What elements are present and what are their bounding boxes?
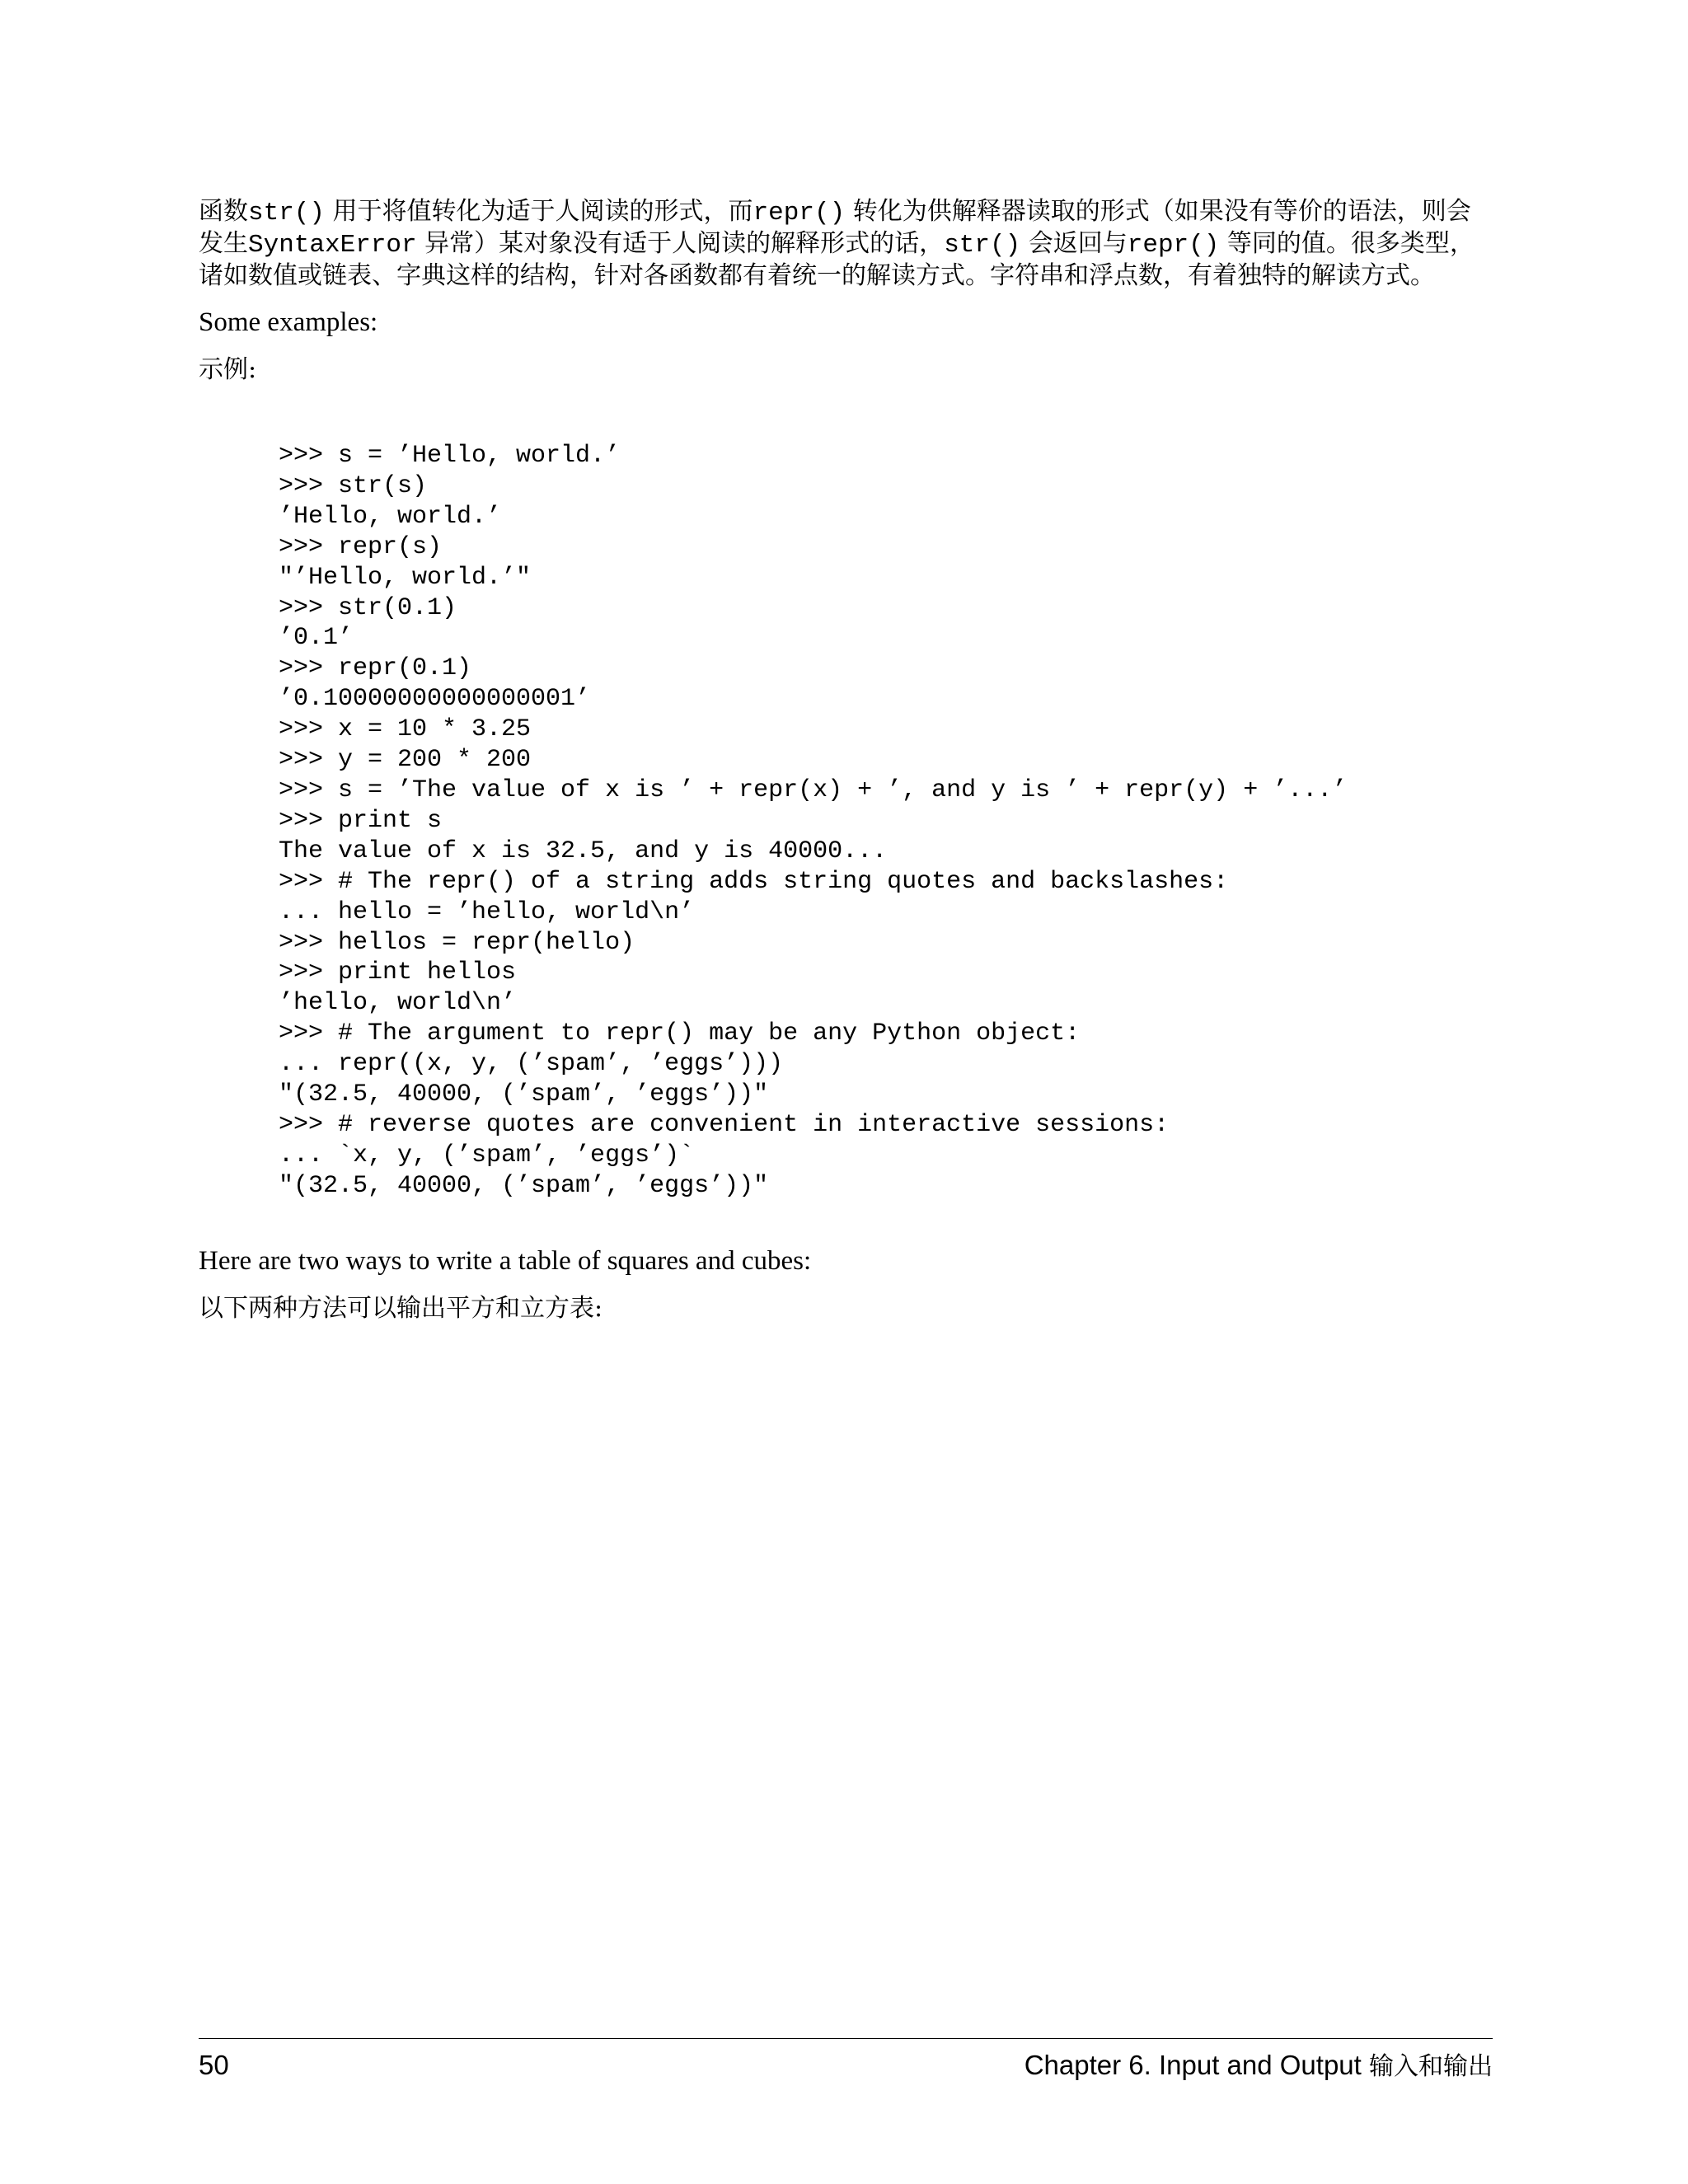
chapter-title-zh: 输入和输出: [1369, 2052, 1493, 2081]
code-str: str(): [248, 199, 326, 227]
code-example-block: >>> s = ’Hello, world.’ >>> str(s) ’Hello, world.’ >>> repr(s) "’Hello, world.’" >>> str(0.1) ’0.1’ >>> repr(0.1) ’0.10000000000000001’ >>> x = 10 * 3.25 >>> y = 200 * 200 >>> s = ’The value of x is ’ + repr(x) + ’, and y is ’ + repr(y) + ’...’ >>> print s The value of x is 32.5, and y is 40000... >>> # The repr() of a string adds string quotes and backslashes: ... hello = ’hello, world\n’ >>> hellos = repr(hello) >>> print hellos ’hello, world\n’ >>> # The argument to repr() may be any Python object: ... repr((x, y, (’spam’, ’eggs’))) "(32.5, 40000, (’spam’, ’eggs’))" >>> # reverse quotes are convenient in interactive sessions: ... `x, y, (’spam’, ’eggs’)` "(32.5, 40000, (’spam’, ’eggs’))": [279, 442, 1348, 1200]
code-repr: repr(): [753, 199, 846, 227]
table-heading-zh: 以下两种方法可以输出平方和立方表:: [199, 1293, 603, 1323]
intro-text-4: 异常）某对象没有适于人阅读的解释形式的话，: [416, 229, 945, 258]
intro-text-2: 用于将值转化为适于人阅读的形式，而: [325, 197, 753, 226]
footer-rule: [199, 2038, 1493, 2039]
chapter-title-en: Chapter 6. Input and Output: [1024, 2050, 1362, 2080]
code-repr-2: repr(): [1127, 231, 1220, 260]
intro-text-3: 转化为供解释器读取的形式（如果没有等价的语法，则会发生: [199, 197, 1471, 258]
code-syntaxerror: SyntaxError: [248, 231, 417, 260]
page-number: 50: [199, 2050, 229, 2080]
intro-text-1: 函数: [199, 197, 248, 226]
table-heading-en: Here are two ways to write a table of squares and cubes:: [199, 1245, 812, 1276]
intro-paragraph: [199, 196, 1493, 291]
code-str-2: str(): [944, 231, 1021, 260]
examples-heading-zh: 示例:: [199, 355, 257, 384]
intro-text-6: 等同的值。很多类型，诸如数值或链表、字典这样的结构，针对各函数都有着统一的解读方式。字符串和浮点数，有着独特的解读方式。: [199, 229, 1475, 290]
chapter-title: [1025, 2047, 1493, 2085]
page-content: [199, 196, 1493, 1325]
examples-heading-en: Some examples:: [199, 307, 378, 337]
page-footer: [199, 2047, 1493, 2083]
intro-text-5: 会返回与: [1020, 229, 1128, 258]
